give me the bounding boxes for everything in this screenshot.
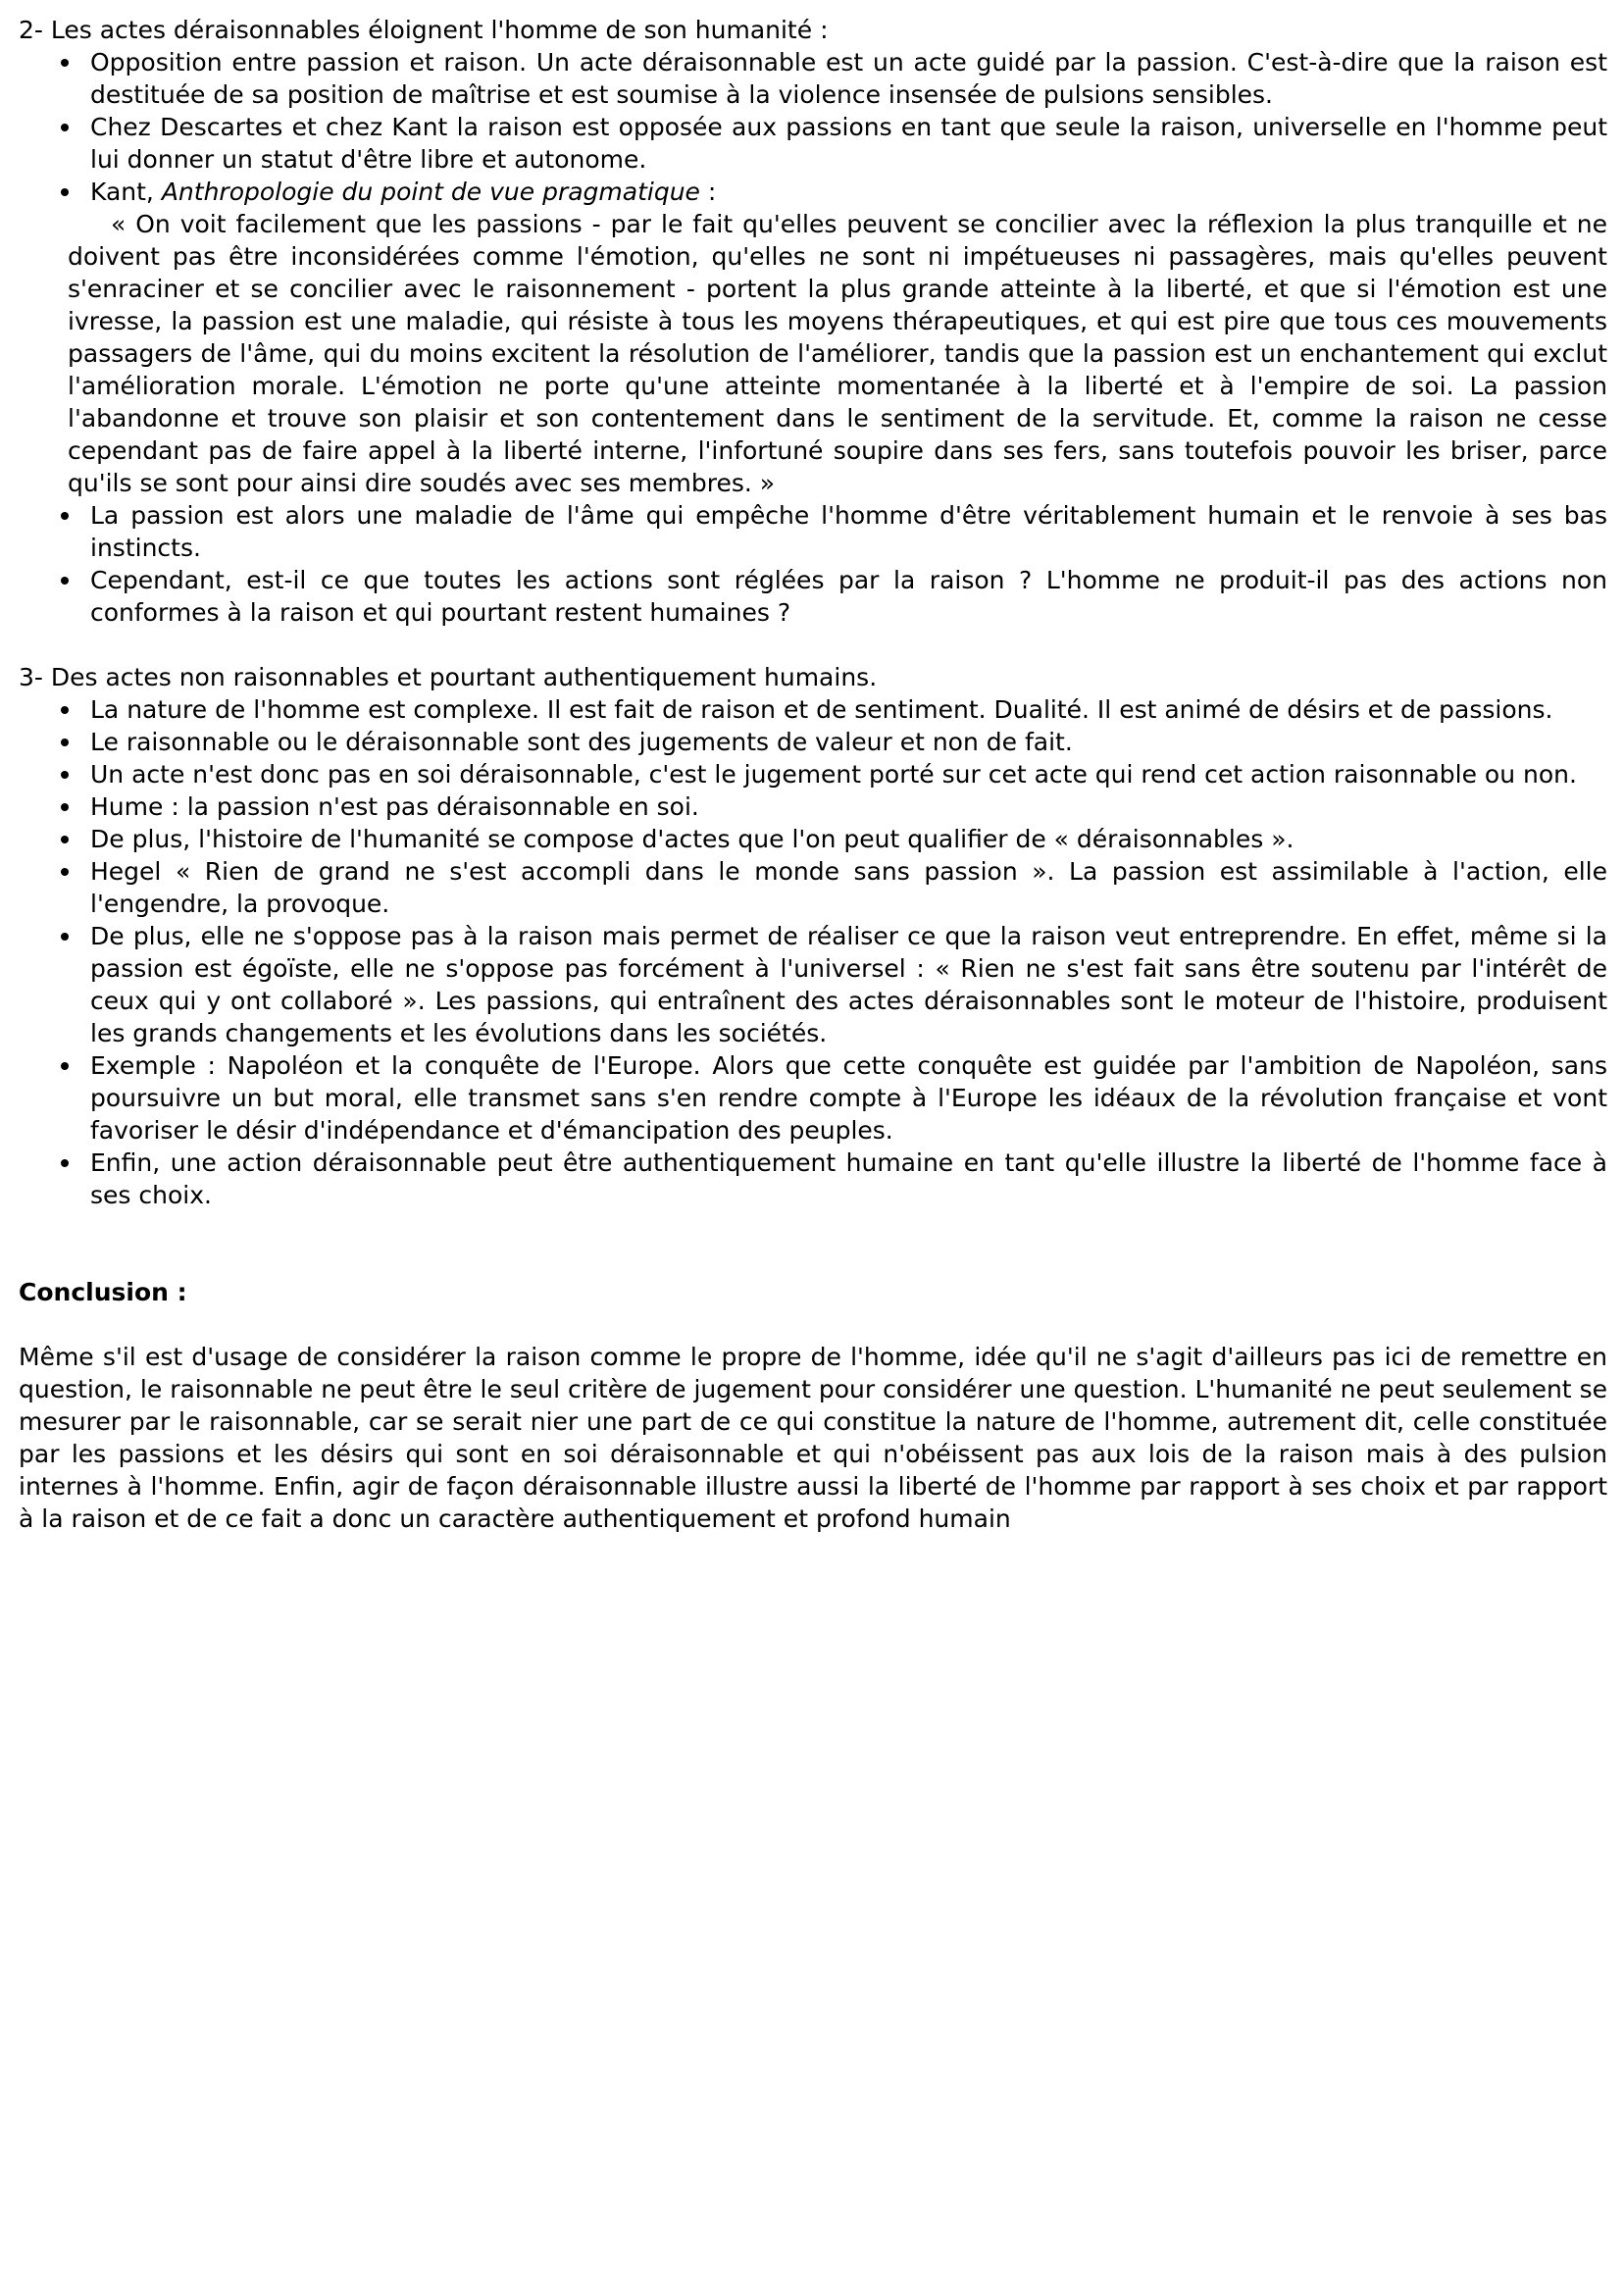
list-item: Le raisonnable ou le déraisonnable sont des jugements de valeur et non de fait.	[19, 726, 1607, 758]
list-item: La passion est alors une maladie de l'âme qui empêche l'homme d'être véritablement humain et le renvoie à ses bas instincts.	[19, 499, 1607, 564]
document-page	[19, 14, 1607, 1535]
spacer	[19, 1211, 1607, 1276]
list-item: Hume : la passion n'est pas déraisonnable en soi.	[19, 790, 1607, 823]
section-2-heading: 2- Les actes déraisonnables éloignent l'homme de son humanité :	[19, 16, 829, 44]
section-2-list	[19, 46, 1607, 208]
list-item: Opposition entre passion et raison. Un acte déraisonnable est un acte guidé par la passion. C'est-à-dire que la raison est destituée de sa position de maîtrise et est soumise à la violence insensée de pulsions sensibles.	[19, 46, 1607, 111]
list-item: Chez Descartes et chez Kant la raison est opposée aux passions en tant que seule la raison, universelle en l'homme peut lui donner un statut d'être libre et autonome.	[19, 111, 1607, 176]
conclusion-paragraph: Même s'il est d'usage de considérer la raison comme le propre de l'homme, idée qu'il ne s'agit d'ailleurs pas ici de remettre en question, le raisonnable ne peut être le seul critère de jugement pour considérer une question. L'humanité ne peut seulement se mesurer par le raisonnable, car se serait nier une part de ce qui constitue la nature de l'homme, autrement dit, celle constituée par les passions et les désirs qui sont en soi déraisonnable et qui n'obéissent pas aux lois de la raison mais à des pulsion internes à l'homme. Enfin, agir de façon déraisonnable illustre aussi la liberté de l'homme par rapport à ses choix et par rapport à la raison et de ce fait a donc un caractère authentiquement et profond humain	[19, 1343, 1607, 1533]
spacer	[19, 1308, 1607, 1341]
kant-suffix: :	[699, 178, 717, 206]
section-2-list-continued	[19, 499, 1607, 629]
list-item: Exemple : Napoléon et la conquête de l'Europe. Alors que cette conquête est guidée par l'ambition de Napoléon, sans poursuivre un but moral, elle transmet sans s'en rendre compte à l'Europe les idéaux de la révolution française et vont favoriser le désir d'indépendance et d'émancipation des peuples.	[19, 1049, 1607, 1147]
kant-work-title: Anthropologie du point de vue pragmatique	[161, 178, 700, 206]
list-item: La nature de l'homme est complexe. Il est fait de raison et de sentiment. Dualité. Il est animé de désirs et de passions.	[19, 693, 1607, 726]
list-item: De plus, l'histoire de l'humanité se compose d'actes que l'on peut qualifier de « déraisonnables ».	[19, 823, 1607, 855]
list-item: Cependant, est-il ce que toutes les actions sont réglées par la raison ? L'homme ne produit-il pas des actions non conformes à la raison et qui pourtant restent humaines ?	[19, 564, 1607, 629]
kant-author: Kant,	[90, 178, 162, 206]
conclusion-heading: Conclusion :	[19, 1278, 187, 1306]
section-3-heading: 3- Des actes non raisonnables et pourtant authentiquement humains.	[19, 663, 878, 691]
list-item: Hegel « Rien de grand ne s'est accompli dans le monde sans passion ». La passion est assimilable à l'action, elle l'engendre, la provoque.	[19, 855, 1607, 920]
list-item: De plus, elle ne s'oppose pas à la raison mais permet de réaliser ce que la raison veut entreprendre. En effet, même si la passion est égoïste, elle ne s'oppose pas forcément à l'universel : « Rien ne s'est fait sans être soutenu par l'intérêt de ceux qui y ont collaboré ». Les passions, qui entraînent des actes déraisonnables sont le moteur de l'histoire, produisent les grands changements et les évolutions dans les sociétés.	[19, 920, 1607, 1049]
section-3-list	[19, 693, 1607, 1211]
spacer	[19, 629, 1607, 661]
kant-quote: « On voit facilement que les passions - par le fait qu'elles peuvent se concilier avec la réflexion la plus tranquille et ne doivent pas être inconsidérées comme l'émotion, qu'elles ne sont ni impétueuses ni passagères, mais qu'elles peuvent s'enraciner et se concilier avec le raisonnement - portent la plus grande atteinte à la liberté, et que si l'émotion est une ivresse, la passion est une maladie, qui résiste à tous les moyens thérapeutiques, et qui est pire que tous ces mouvements passagers de l'âme, qui du moins excitent la résolution de l'améliorer, tandis que la passion est un enchantement qui exclut l'amélioration morale. L'émotion ne porte qu'une atteinte momentanée à la liberté et à l'empire de soi. La passion l'abandonne et trouve son plaisir et son contentement dans le sentiment de la servitude. Et, comme la raison ne cesse cependant pas de faire appel à la liberté interne, l'infortuné soupire dans ses fers, sans toutefois pouvoir les briser, parce qu'ils se sont pour ainsi dire soudés avec ses membres. »	[68, 210, 1607, 497]
list-item: Enfin, une action déraisonnable peut être authentiquement humaine en tant qu'elle illustre la liberté de l'homme face à ses choix.	[19, 1147, 1607, 1211]
list-item: Un acte n'est donc pas en soi déraisonnable, c'est le jugement porté sur cet acte qui rend cet action raisonnable ou non.	[19, 758, 1607, 790]
list-item-kant-citation	[19, 176, 1607, 208]
